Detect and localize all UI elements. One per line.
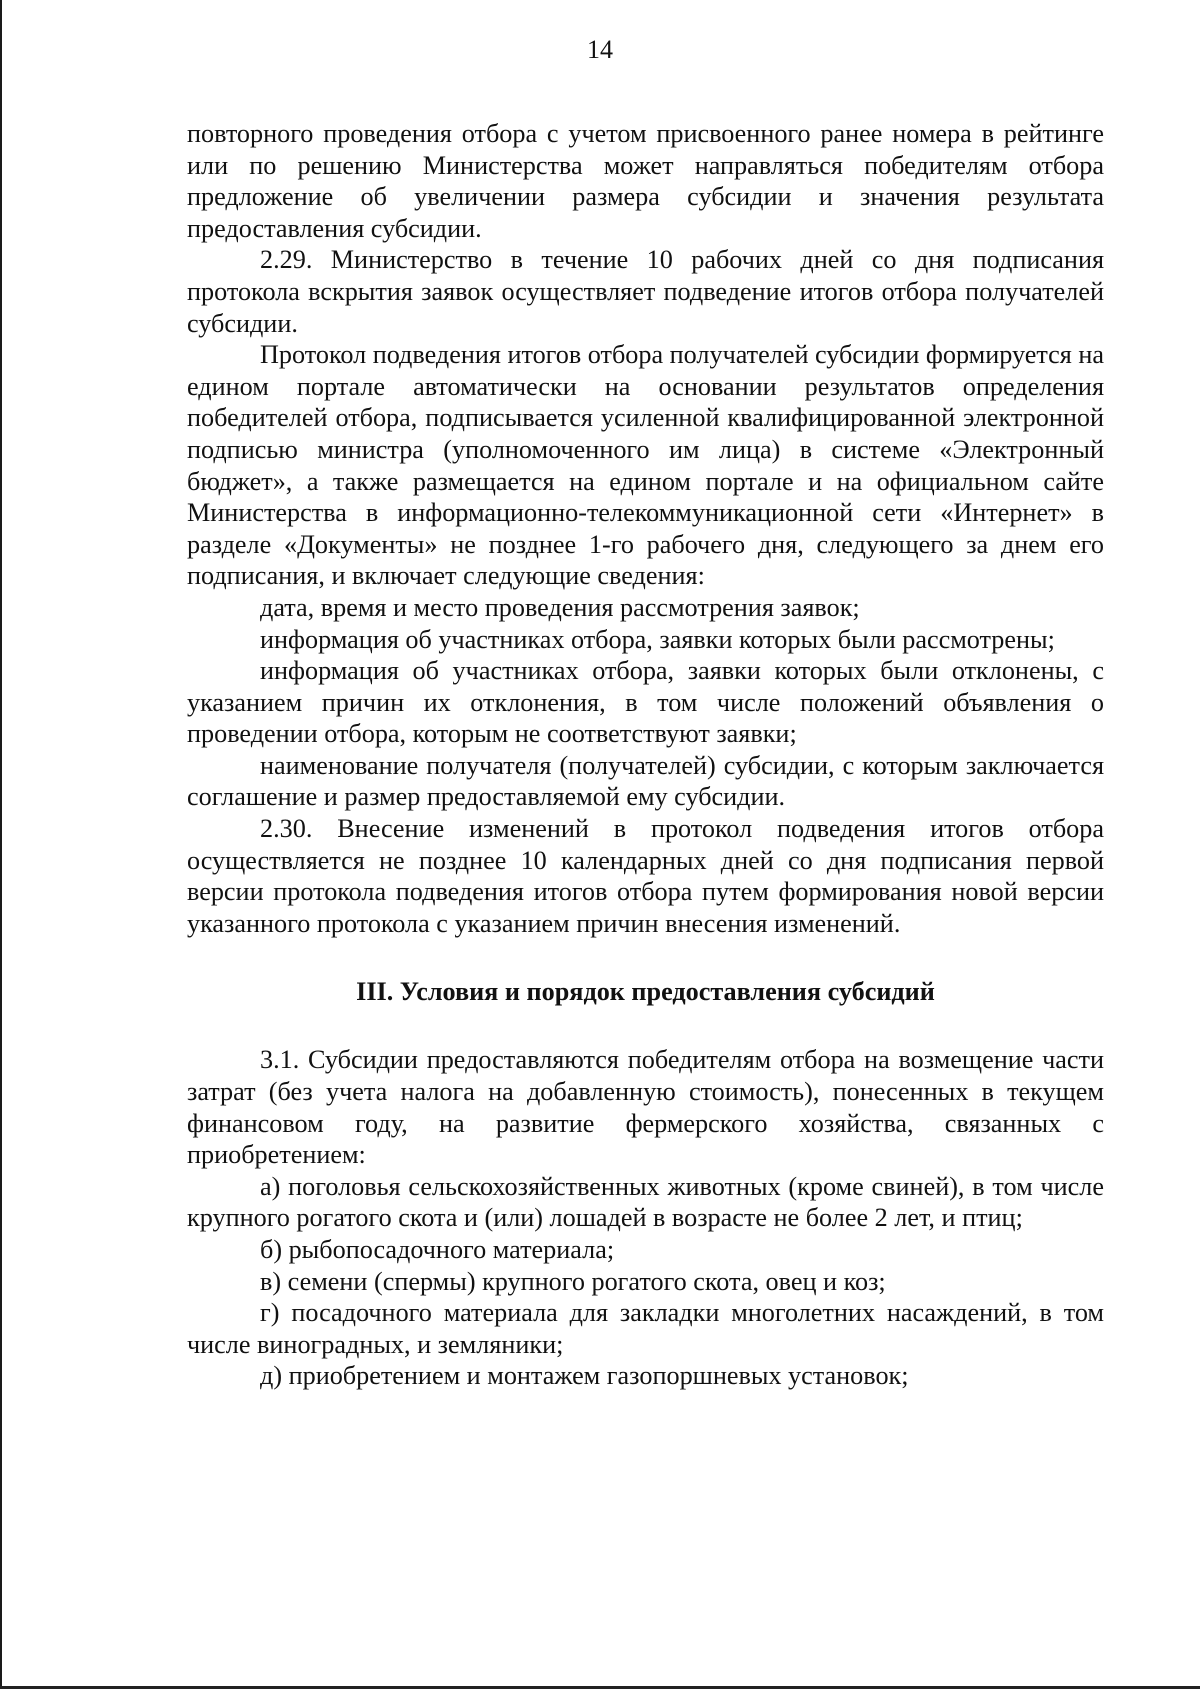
list-item: в) семени (спермы) крупного рогатого скота, овец и коз; [260, 1266, 886, 1296]
paragraph: 2.30. Внесение изменений в протокол подведения итогов отбора осуществляется не позднее 10 календарных дней со дня подписания первой версии протокола подведения итогов отбора путем формирования новой версии указанного протокола с указанием причин внесения изменений. [187, 814, 1104, 938]
paragraph: наименование получателя (получателей) субсидии, с которым заключается соглашение и размер предоставляемой ему субсидии. [187, 750, 1104, 812]
document-body [187, 118, 1104, 1392]
paragraph: повторного проведения отбора с учетом присвоенного ранее номера в рейтинге или по решению Министерства может направляться победителям отбора предложение об увеличении размера субсидии и значения результата предоставления субсидии. [187, 119, 1104, 243]
paragraphs-bottom [187, 1044, 1104, 1392]
paragraph: 2.29. Министерство в течение 10 рабочих дней со дня подписания протокола вскрытия заявок осуществляет подведение итогов отбора получателей субсидии. [187, 245, 1104, 338]
list-item: а) поголовья сельскохозяйственных животных (кроме свиней), в том числе крупного рогатого скота и (или) лошадей в возрасте не более 2 лет, и птиц; [187, 1171, 1104, 1233]
paragraph: Протокол подведения итогов отбора получателей субсидии формируется на едином портале автоматически на основании результатов определения победителей отбора, подписывается усиленной квалифицированной электронной подписью министра (уполномоченного им лица) в системе «Электронный бюджет», а также размещается на едином портале и на официальном сайте Министерства в информационно-телекоммуникационной сети «Интернет» в разделе «Документы» не позднее 1-го рабочего дня, следующего за днем его подписания, и включает следующие сведения: [187, 340, 1104, 591]
paragraphs-top [187, 118, 1104, 939]
page-number: 14 [587, 35, 613, 64]
scan-left-edge [0, 0, 2, 1701]
list-item: г) посадочного материала для закладки многолетних насаждений, в том числе виноградных, и земляники; [187, 1298, 1104, 1359]
paragraph: дата, время и место проведения рассмотрения заявок; [260, 592, 860, 622]
paragraph: информация об участниках отбора, заявки которых были отклонены, с указанием причин их отклонения, в том числе положений объявления о проведении отбора, которым не соответствуют заявки; [187, 656, 1104, 749]
list-item: д) приобретением и монтажем газопоршневых установок; [260, 1361, 909, 1391]
paragraph: информация об участниках отбора, заявки которых были рассмотрены; [260, 624, 1055, 654]
list-item: б) рыбопосадочного материала; [260, 1235, 615, 1264]
paragraph: 3.1. Субсидии предоставляются победителям отбора на возмещение части затрат (без учета налога на добавленную стоимость), понесенных в текущем финансовом году, на развитие фермерского хозяйства, связанных с приобретением: [187, 1045, 1104, 1170]
scan-bottom-edge [0, 1686, 1200, 1701]
section-heading: III. Условия и порядок предоставления субсидий [356, 977, 935, 1007]
